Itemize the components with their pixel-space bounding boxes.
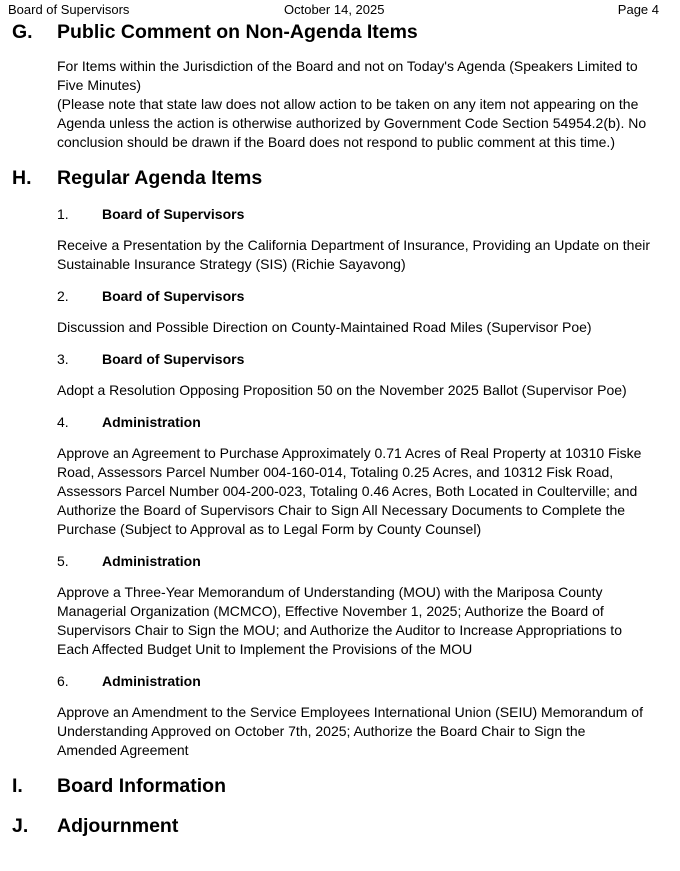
section-title: Board Information bbox=[57, 775, 226, 797]
item-department: Administration bbox=[102, 673, 201, 689]
section-g-description bbox=[57, 57, 667, 152]
text-line: Road, Assessors Parcel Number 004-160-014, Totaling 0.25 Acres, and 10312 Fisk Road, bbox=[57, 464, 614, 480]
item-number: 1. bbox=[57, 206, 69, 222]
section-title: Regular Agenda Items bbox=[57, 167, 263, 189]
text-line: Supervisors Chair to Sign the MOU; and Authorize the Auditor to Increase Appropriations to bbox=[57, 622, 622, 638]
section-letter: G. bbox=[12, 21, 33, 43]
section-title: Adjournment bbox=[57, 815, 179, 837]
agenda-item-3-description bbox=[57, 381, 667, 400]
header-date: October 14, 2025 bbox=[284, 2, 385, 17]
item-department: Administration bbox=[102, 553, 201, 569]
agenda-item-5-description bbox=[57, 583, 667, 659]
item-department: Board of Supervisors bbox=[102, 351, 245, 367]
text-line: Assessors Parcel Number 004-200-023, Totaling 0.46 Acres, Both Located in Coulterville; and bbox=[57, 483, 638, 499]
text-line: Approve an Amendment to the Service Employees International Union (SEIU) Memorandum of bbox=[57, 704, 643, 720]
text-line: Approve an Agreement to Purchase Approximately 0.71 Acres of Real Property at 10310 Fiske bbox=[57, 445, 642, 461]
text-line: Each Affected Budget Unit to Implement the Provisions of the MOU bbox=[57, 641, 473, 657]
item-number: 2. bbox=[57, 288, 69, 304]
header-page-number: Page 4 bbox=[617, 2, 659, 17]
text-line: Purchase (Subject to Approval as to Legal Form by County Counsel) bbox=[57, 521, 482, 537]
page-header bbox=[0, 2, 680, 20]
text-line: Sustainable Insurance Strategy (SIS) (Richie Sayavong) bbox=[57, 256, 406, 272]
text-line: Authorize the Board of Supervisors Chair to Sign All Necessary Documents to Complete the bbox=[57, 502, 626, 518]
agenda-item-1-description bbox=[57, 236, 667, 274]
text-line: Five Minutes) bbox=[57, 77, 142, 93]
item-number: 6. bbox=[57, 673, 69, 689]
text-line: Adopt a Resolution Opposing Proposition 50 on the November 2025 Ballot (Supervisor Poe) bbox=[57, 382, 627, 398]
item-department: Administration bbox=[102, 414, 201, 430]
item-number: 5. bbox=[57, 553, 69, 569]
text-line: Approve a Three-Year Memorandum of Understanding (MOU) with the Mariposa County bbox=[57, 584, 603, 600]
text-line: Understanding Approved on October 7th, 2025; Authorize the Board Chair to Sign the bbox=[57, 723, 586, 739]
header-board-name: Board of Supervisors bbox=[8, 2, 130, 17]
text-line: Managerial Organization (MCMCO), Effective November 1, 2025; Authorize the Board of bbox=[57, 603, 604, 619]
text-line: Discussion and Possible Direction on County-Maintained Road Miles (Supervisor Poe) bbox=[57, 319, 592, 335]
item-number: 3. bbox=[57, 351, 69, 367]
agenda-item-6-description bbox=[57, 703, 667, 760]
item-department: Board of Supervisors bbox=[102, 288, 245, 304]
item-department: Board of Supervisors bbox=[102, 206, 245, 222]
text-line: (Please note that state law does not allow action to be taken on any item not appearing on the bbox=[57, 96, 639, 112]
section-letter: I. bbox=[12, 775, 23, 797]
text-line: conclusion should be drawn if the Board does not respond to public comment at this time.) bbox=[57, 134, 615, 150]
section-title: Public Comment on Non-Agenda Items bbox=[57, 21, 418, 43]
section-letter: H. bbox=[12, 167, 32, 189]
text-line: Receive a Presentation by the California Department of Insurance, Providing an Update on their bbox=[57, 237, 651, 253]
agenda-item-4-description bbox=[57, 444, 667, 539]
text-line: For Items within the Jurisdiction of the Board and not on Today's Agenda (Speakers Limited to bbox=[57, 58, 638, 74]
section-letter: J. bbox=[12, 815, 29, 837]
agenda-item-2-description bbox=[57, 318, 667, 337]
item-number: 4. bbox=[57, 414, 69, 430]
text-line: Agenda unless the action is otherwise authorized by Government Code Section 54954.2(b). No bbox=[57, 115, 647, 131]
text-line: Amended Agreement bbox=[57, 742, 189, 758]
